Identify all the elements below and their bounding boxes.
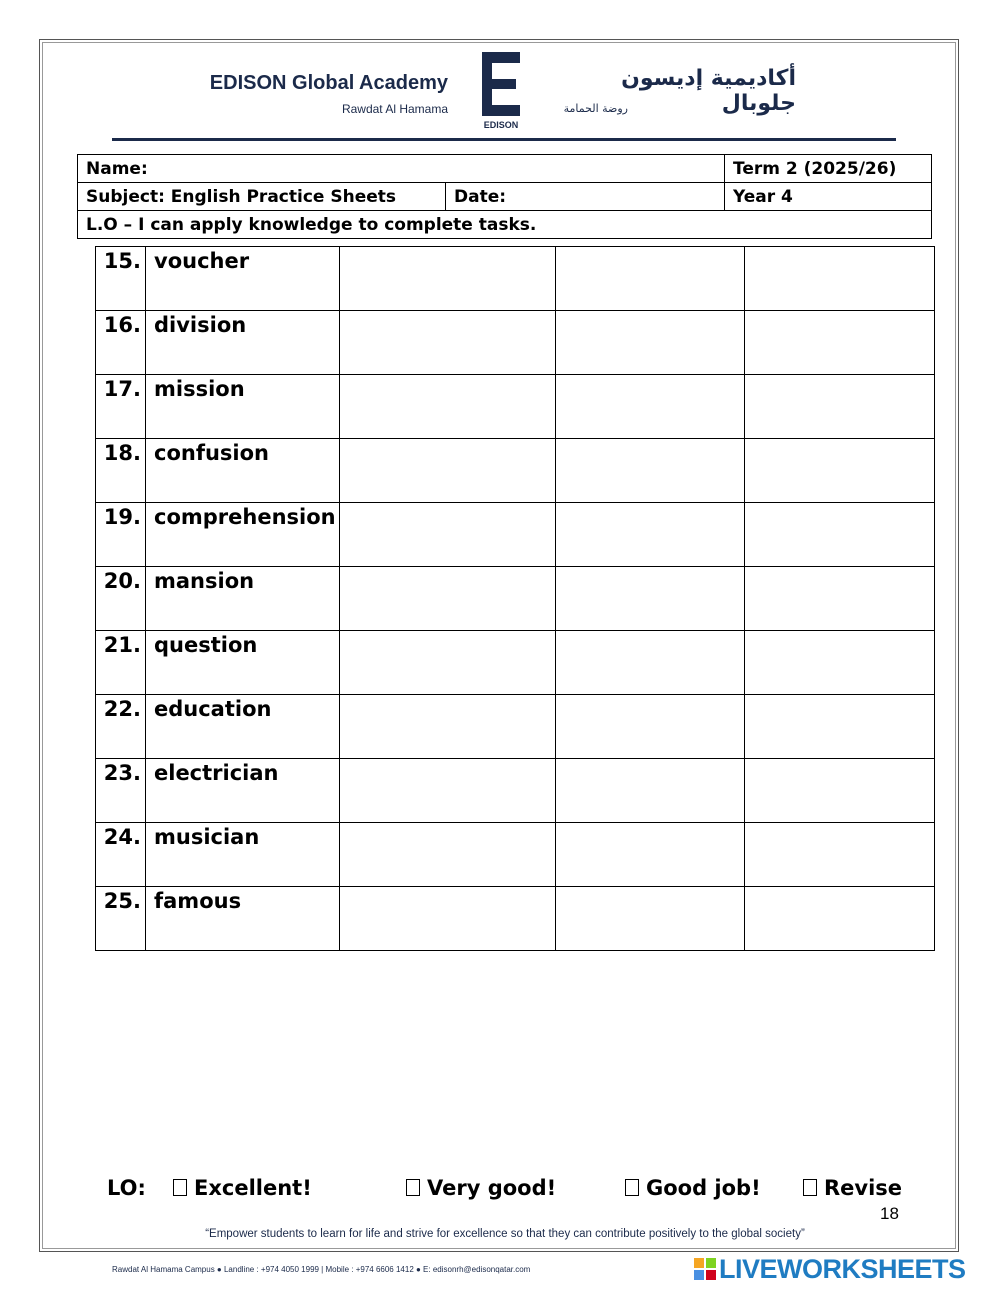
word-row xyxy=(96,439,935,503)
checkbox-icon[interactable] xyxy=(173,1179,187,1196)
word-number: 25. xyxy=(96,887,146,951)
spelling-word: voucher xyxy=(146,247,340,311)
word-number: 20. xyxy=(96,567,146,631)
practice-cell-1[interactable] xyxy=(340,375,556,439)
spelling-word: education xyxy=(146,695,340,759)
word-row xyxy=(96,759,935,823)
word-number: 18. xyxy=(96,439,146,503)
school-name-ar: أكاديمية إديسون جلوبال xyxy=(621,66,796,116)
practice-cell-3[interactable] xyxy=(745,439,935,503)
header-divider xyxy=(112,138,896,141)
word-row xyxy=(96,375,935,439)
practice-cell-2[interactable] xyxy=(556,631,745,695)
lo-rating-row xyxy=(0,1176,1000,1206)
spelling-word: famous xyxy=(146,887,340,951)
practice-cell-3[interactable] xyxy=(745,567,935,631)
spelling-word: division xyxy=(146,311,340,375)
practice-cell-2[interactable] xyxy=(556,887,745,951)
practice-cell-3[interactable] xyxy=(745,503,935,567)
word-row xyxy=(96,887,935,951)
practice-cell-2[interactable] xyxy=(556,311,745,375)
page-number: 18 xyxy=(880,1204,899,1223)
word-number: 17. xyxy=(96,375,146,439)
word-row xyxy=(96,311,935,375)
word-number: 15. xyxy=(96,247,146,311)
name-field[interactable]: Name: xyxy=(78,155,725,183)
spelling-word: musician xyxy=(146,823,340,887)
practice-cell-2[interactable] xyxy=(556,503,745,567)
spelling-practice-table xyxy=(95,246,935,951)
rating-label: Very good! xyxy=(427,1176,557,1200)
learning-objective: L.O – I can apply knowledge to complete tasks. xyxy=(78,211,932,239)
practice-cell-2[interactable] xyxy=(556,247,745,311)
spelling-word: electrician xyxy=(146,759,340,823)
lo-label: LO: xyxy=(107,1176,146,1200)
practice-cell-1[interactable] xyxy=(340,567,556,631)
info-row-objective xyxy=(78,211,932,239)
word-row xyxy=(96,823,935,887)
practice-cell-2[interactable] xyxy=(556,695,745,759)
practice-cell-2[interactable] xyxy=(556,567,745,631)
practice-cell-3[interactable] xyxy=(745,375,935,439)
logo-caption: EDISON xyxy=(483,120,519,130)
term-cell: Term 2 (2025/26) xyxy=(725,155,932,183)
checkbox-icon[interactable] xyxy=(803,1179,817,1196)
spelling-word: mission xyxy=(146,375,340,439)
practice-cell-1[interactable] xyxy=(340,823,556,887)
practice-cell-3[interactable] xyxy=(745,759,935,823)
school-motto: “Empower students to learn for life and strive for excellence so that they can contribute positively to the global society” xyxy=(205,1228,805,1240)
practice-cell-1[interactable] xyxy=(340,503,556,567)
word-number: 21. xyxy=(96,631,146,695)
rating-option-excellent[interactable] xyxy=(173,1176,312,1200)
practice-cell-1[interactable] xyxy=(340,439,556,503)
practice-cell-1[interactable] xyxy=(340,247,556,311)
campus-name-en: Rawdat Al Hamama xyxy=(341,102,448,116)
word-row xyxy=(96,695,935,759)
year-cell: Year 4 xyxy=(725,183,932,211)
subject-cell: Subject: English Practice Sheets xyxy=(78,183,446,211)
word-row xyxy=(96,631,935,695)
practice-cell-2[interactable] xyxy=(556,375,745,439)
practice-cell-1[interactable] xyxy=(340,887,556,951)
date-field[interactable]: Date: xyxy=(446,183,725,211)
checkbox-icon[interactable] xyxy=(406,1179,420,1196)
spelling-word: confusion xyxy=(146,439,340,503)
rating-label: Excellent! xyxy=(194,1176,312,1200)
contact-info: Rawdat Al Hamama Campus ● Landline : +974 4050 1999 | Mobile : +974 6606 1412 ● E: edisonrh@edisonqatar.com xyxy=(112,1265,531,1274)
word-row xyxy=(96,503,935,567)
practice-cell-3[interactable] xyxy=(745,311,935,375)
rating-option-very-good[interactable] xyxy=(406,1176,556,1200)
rating-option-revise[interactable] xyxy=(803,1176,902,1200)
word-number: 19. xyxy=(96,503,146,567)
student-info-table xyxy=(77,154,932,239)
practice-cell-1[interactable] xyxy=(340,759,556,823)
word-number: 16. xyxy=(96,311,146,375)
campus-name-ar: روضة الحمامة xyxy=(563,102,628,115)
practice-cell-3[interactable] xyxy=(745,823,935,887)
checkbox-icon[interactable] xyxy=(625,1179,639,1196)
practice-cell-2[interactable] xyxy=(556,759,745,823)
info-row-name xyxy=(78,155,932,183)
word-number: 24. xyxy=(96,823,146,887)
rating-label: Revise xyxy=(824,1176,903,1200)
word-row xyxy=(96,567,935,631)
practice-cell-3[interactable] xyxy=(745,695,935,759)
word-row xyxy=(96,247,935,311)
word-number: 23. xyxy=(96,759,146,823)
spelling-word: mansion xyxy=(146,567,340,631)
liveworksheets-watermark xyxy=(694,1256,988,1284)
word-number: 22. xyxy=(96,695,146,759)
liveworksheets-brand: LIVEWORKSHEETS xyxy=(719,1254,966,1284)
liveworksheets-logo-icon xyxy=(694,1258,716,1280)
rating-label: Good job! xyxy=(646,1176,761,1200)
spelling-word: comprehension xyxy=(146,503,340,567)
practice-cell-1[interactable] xyxy=(340,695,556,759)
rating-option-good-job[interactable] xyxy=(625,1176,761,1200)
practice-cell-1[interactable] xyxy=(340,631,556,695)
practice-cell-1[interactable] xyxy=(340,311,556,375)
practice-cell-3[interactable] xyxy=(745,887,935,951)
practice-cell-3[interactable] xyxy=(745,631,935,695)
practice-cell-2[interactable] xyxy=(556,439,745,503)
school-name-en: EDISON Global Academy xyxy=(209,72,448,94)
practice-cell-3[interactable] xyxy=(745,247,935,311)
info-row-subject xyxy=(78,183,932,211)
spelling-word: question xyxy=(146,631,340,695)
practice-cell-2[interactable] xyxy=(556,823,745,887)
